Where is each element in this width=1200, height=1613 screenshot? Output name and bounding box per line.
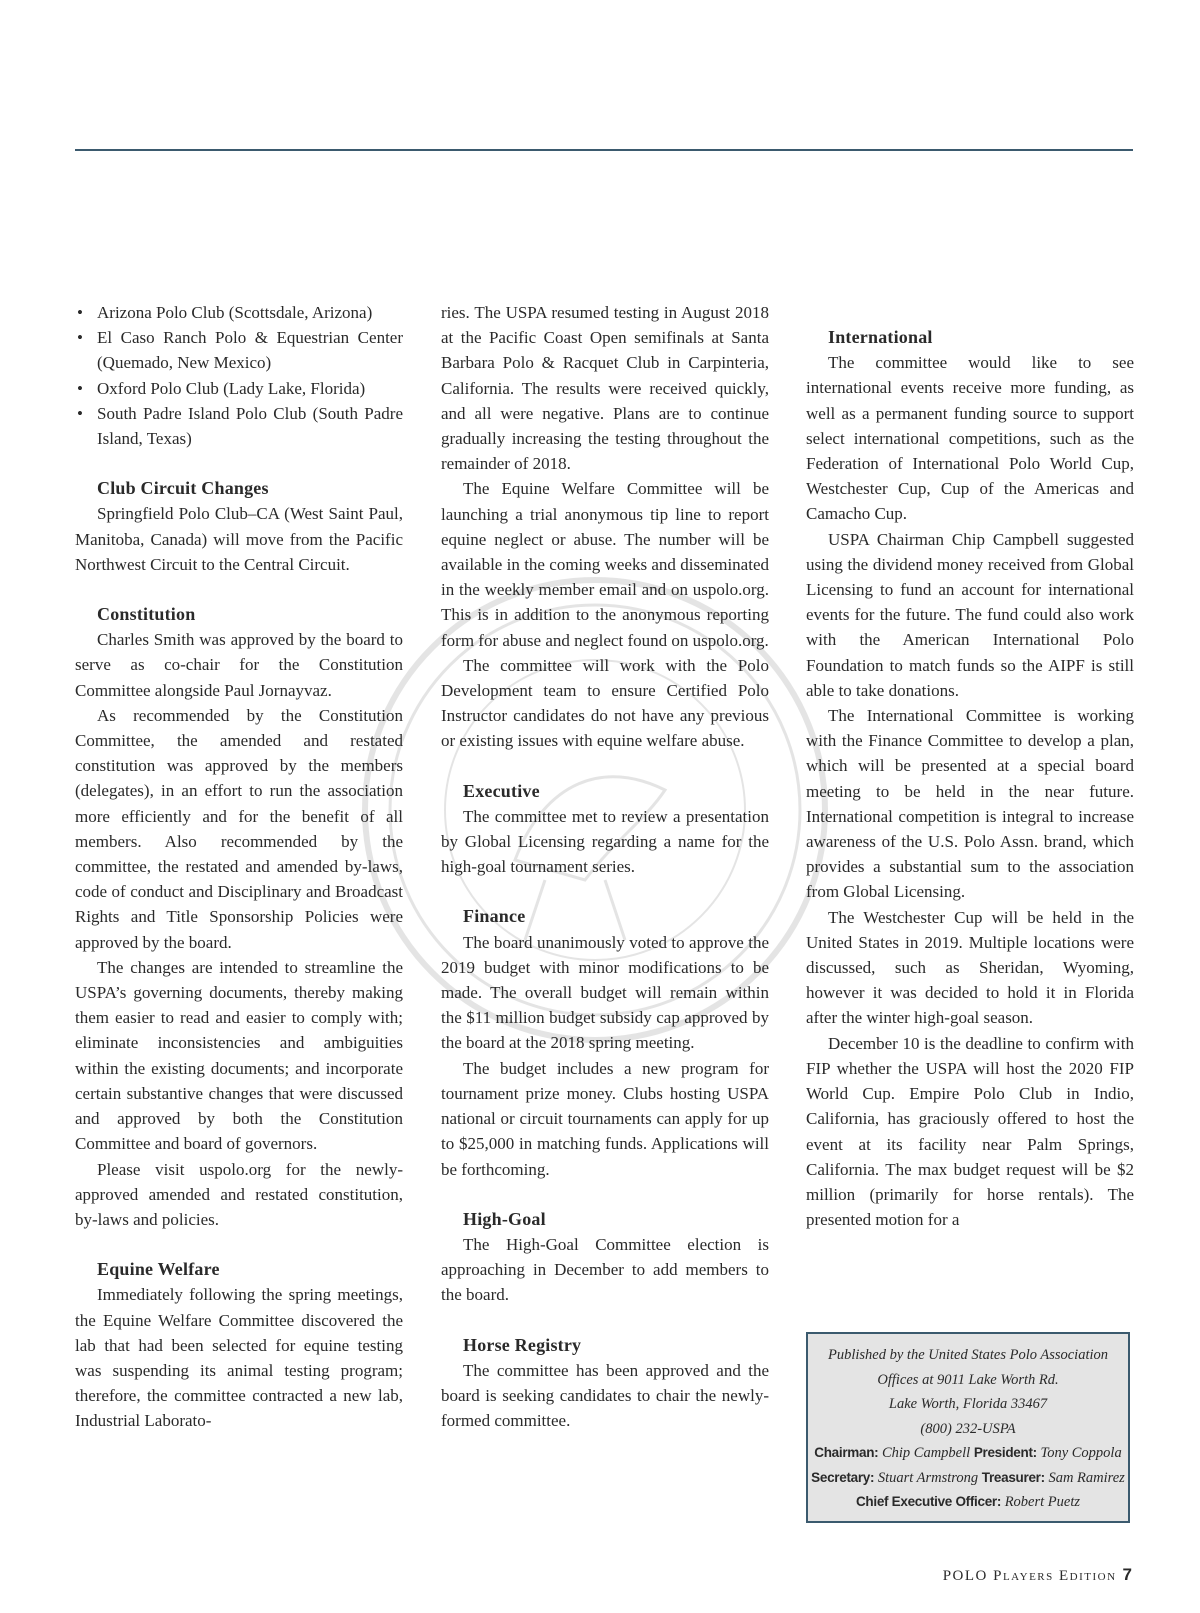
- paragraph: The Equine Welfare Committee will be launching a trial anonymous tip line to report equine neglect or abuse. The number will be available in the coming weeks and disseminated in the weekly member email and on uspolo.org. This is in addition to the anonymous reporting form for abuse and neglect found on uspolo.org.: [441, 479, 769, 650]
- ceo-label: Chief Executive Officer:: [855, 1494, 1002, 1509]
- treasurer-label: Treasurer:: [981, 1469, 1045, 1485]
- publication-name: POLO Players Edition: [942, 1568, 1117, 1584]
- chairman-name: Chip Campbell: [881, 1445, 971, 1461]
- paragraph: The committee would like to see international events receive more funding, as well as a permanent funding source to support select international competitions, such as the Federation of International Polo World Cup, Westchester Cup, Cup of the Americas and Camacho Cup.: [806, 353, 1134, 524]
- paragraph: USPA Chairman Chip Campbell suggested using the dividend money received from Global Licensing to fund an account for international events for the future. The fund could also work with the American International Polo Foundation to match funds so the AIPF is still able to take donations.: [806, 529, 1134, 700]
- secretary-label: Secretary:: [811, 1469, 875, 1485]
- officers-line-2: [808, 1466, 1128, 1491]
- ceo-name: Robert Puetz: [1004, 1494, 1081, 1510]
- paragraph: Please visit uspolo.org for the newly-approved amended and restated constitution, by-laws and policies.: [75, 1159, 403, 1229]
- officers-line-3: [808, 1490, 1128, 1515]
- chairman-label: Chairman:: [814, 1445, 879, 1460]
- page-number: 7: [1122, 1565, 1132, 1584]
- header-rule: [75, 149, 1133, 151]
- treasurer-name: Sam Ramirez: [1048, 1469, 1125, 1486]
- section-heading-finance: Finance: [463, 906, 526, 927]
- column-1: [75, 300, 403, 1434]
- office-address: Offices at 9011 Lake Worth Rd.: [877, 1371, 1059, 1388]
- section-heading-executive: Executive: [463, 780, 540, 801]
- paragraph: The committee met to review a presentation by Global Licensing regarding a name for the high-goal tournament series.: [441, 806, 769, 877]
- paragraph: The High-Goal Committee election is approaching in December to add members to the board.: [441, 1234, 769, 1305]
- paragraph: Immediately following the spring meetings, the Equine Welfare Committee discovered the lab that had been selected for equine testing was suspending its animal testing program; therefore, the committee contracted a new lab, Industrial Laborato-: [75, 1285, 403, 1431]
- paragraph: The changes are intended to streamline the USPA’s governing documents, thereby making them easier to read and easier to comply with; eliminate inconsistencies and ambiguities within the existing documents; and incorporate certain substantive changes that were discussed and approved by both the Constitution Committee and board of governors.: [75, 957, 403, 1154]
- paragraph: The budget includes a new program for tournament prize money. Clubs hosting USPA national or circuit tournaments can apply for up to $25,000 in matching funds. Applications will be forthcoming.: [441, 1058, 769, 1179]
- paragraph: The International Committee is working with the Finance Committee to develop a plan, which will be presented at a special board meeting to be held in the near future. International competition is integral to increase awareness of the U.S. Polo Assn. brand, which provides a substantial sum to the association from Global Licensing.: [806, 706, 1134, 902]
- section-heading-horse-registry: Horse Registry: [463, 1334, 582, 1355]
- list-item: • Oxford Polo Club (Lady Lake, Florida): [75, 376, 403, 401]
- publisher-line: Published by the United States Polo Association: [827, 1347, 1109, 1363]
- paragraph: The committee will work with the Polo Development team to ensure Certified Polo Instructor candidates do not have any previous or existing issues with equine welfare abuse.: [441, 655, 769, 751]
- publisher-info-box: [806, 1332, 1130, 1523]
- president-name: Tony Coppola: [1040, 1445, 1122, 1461]
- paragraph: December 10 is the deadline to confirm with FIP whether the USPA will host the 2020 FIP World Cup. Empire Polo Club in Indio, California, has graciously offered to host the event at its facility near Palm Springs, California. The max budget request will be $2 million (primarily for horse rentals). The presented motion for a: [806, 1033, 1134, 1230]
- paragraph: Springfield Polo Club–CA (West Saint Paul, Manitoba, Canada) will move from the Pacific Northwest Circuit to the Central Circuit.: [75, 504, 403, 574]
- section-heading-high-goal: High-Goal: [463, 1208, 546, 1229]
- section-heading-equine-welfare: Equine Welfare: [97, 1259, 220, 1280]
- city-line: Lake Worth, Florida 33467: [888, 1396, 1048, 1412]
- paragraph: The Westchester Cup will be held in the United States in 2019. Multiple locations were discussed, such as Sheridan, Wyoming, however it was decided to hold it in Florida after the winter high-goal season.: [806, 907, 1134, 1028]
- section-heading-international: International: [828, 327, 933, 347]
- column-3: [806, 300, 1134, 1232]
- new-clubs-list: [75, 300, 403, 451]
- list-item: • Arizona Polo Club (Scottsdale, Arizona): [75, 300, 403, 325]
- paragraph: Charles Smith was approved by the board to serve as co-chair for the Constitution Committee alongside Paul Jornayvaz.: [75, 630, 403, 700]
- section-heading-club-circuit: Club Circuit Changes: [97, 478, 269, 499]
- phone-number: (800) 232-USPA: [920, 1420, 1016, 1437]
- president-label: President:: [973, 1445, 1037, 1460]
- paragraph: As recommended by the Constitution Committee, the amended and restated constitution was approved by the members (delegates), in an effort to run the association more efficiently and for the benefit of all members. Also recommended by the committee, the restated and amended by-laws, code of conduct and Disciplinary and Broadcast Rights and Title Sponsorship Policies were approved by the board.: [75, 705, 403, 952]
- list-item: • El Caso Ranch Polo & Equestrian Center (Quemado, New Mexico): [75, 325, 403, 375]
- page-folio: [943, 1565, 1132, 1585]
- section-heading-constitution: Constitution: [97, 604, 196, 625]
- secretary-name: Stuart Armstrong: [877, 1469, 979, 1486]
- paragraph: The committee has been approved and the board is seeking candidates to chair the newly-formed committee.: [441, 1360, 769, 1431]
- list-item: • South Padre Island Polo Club (South Padre Island, Texas): [75, 401, 403, 451]
- paragraph: The board unanimously voted to approve the 2019 budget with minor modifications to be made. The overall budget will remain within the $11 million budget subsidy cap approved by the board at the 2018 spring meeting.: [441, 932, 769, 1053]
- column-2: [441, 300, 769, 1433]
- officers-line-1: [808, 1441, 1128, 1466]
- paragraph: ries. The USPA resumed testing in August 2018 at the Pacific Coast Open semifinals at Santa Barbara Polo & Racquet Club in Carpinteria, California. The results were received quickly, and all were negative. Plans are to continue gradually increasing the testing throughout the remainder of 2018.: [441, 303, 769, 474]
